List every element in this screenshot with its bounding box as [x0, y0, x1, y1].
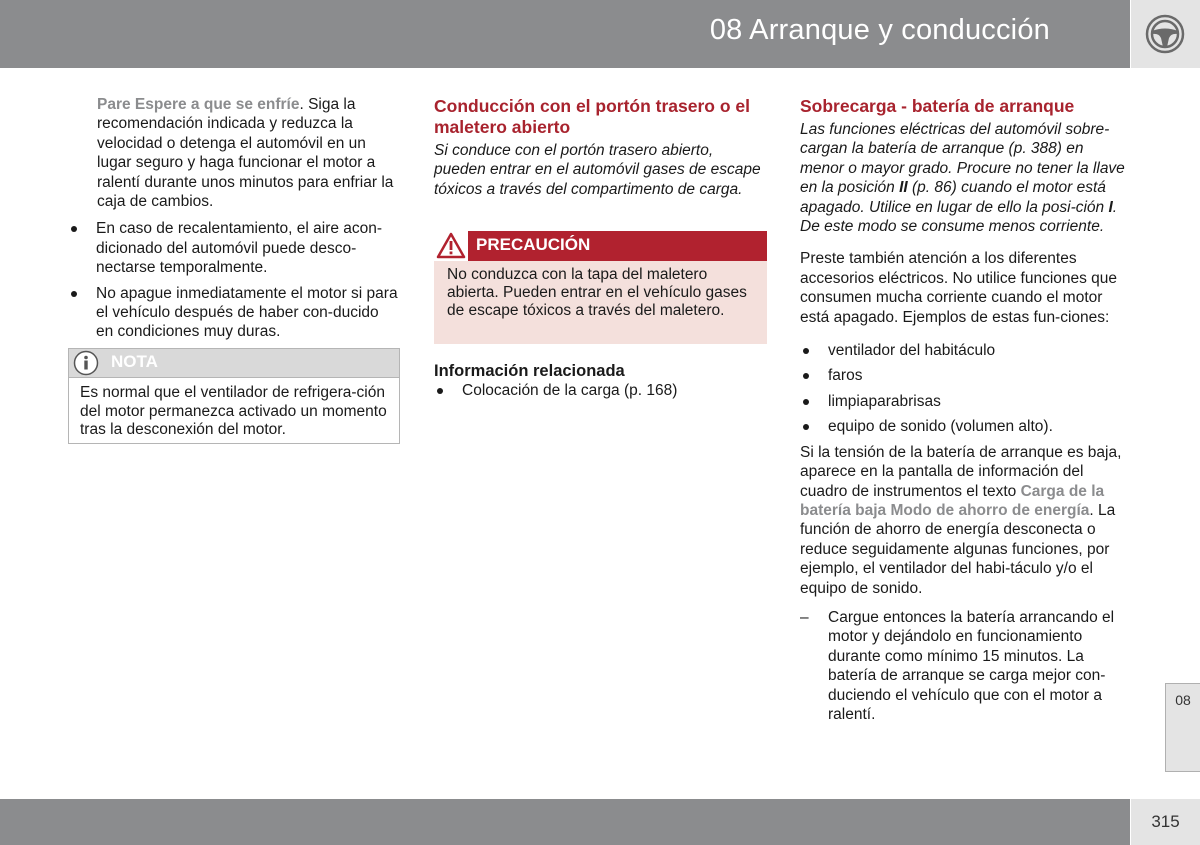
step-item: [800, 608, 1130, 724]
steering-wheel-icon: [1145, 14, 1185, 54]
bullet-dot: [71, 226, 77, 232]
list-item: [800, 341, 1130, 360]
info-icon: [73, 350, 99, 376]
left-column: [68, 95, 400, 348]
chapter-title: 08 Arranque y conducción: [709, 14, 1050, 46]
intro-text: . Siga la recomendación indicada y reduzca la velocidad o detenga el automóvil en un lugar seguro y haga funcionar el motor a ralentí durante unos minutos para enfriar la caja de cambios.: [97, 96, 394, 211]
list-item-text: ventilador del habitáculo: [828, 342, 996, 360]
list-item: [800, 417, 1130, 436]
bullet-dot: [71, 291, 77, 297]
bullet-dot: [803, 399, 809, 405]
key-position-i: I: [1108, 198, 1113, 216]
step-list: [800, 608, 1130, 724]
related-link[interactable]: [434, 381, 767, 400]
paragraph-text: . La función de ahorro de energía desconecta o reduce seguidamente algunas funciones, por ejemplo, el ventilador del habi-táculo y/o el equipo de sonido.: [800, 501, 1116, 597]
list-item-text: No apague inmediatamente el motor si para el vehículo después de haber con-ducido en condiciones muy duras.: [96, 284, 398, 341]
right-column: [800, 96, 1130, 724]
intro-text: . De este modo se consume menos corriente.: [800, 198, 1118, 236]
section-intro: [800, 120, 1130, 236]
bullet-dot: [437, 388, 443, 394]
key-position-ii: II: [899, 179, 908, 197]
paragraph-text: Si la tensión de la batería de arranque es baja, aparece en la pantalla de información del cuadro de instrumentos el texto: [800, 443, 1122, 500]
header-bar: [0, 0, 1130, 68]
message-text: Carga de la batería baja Modo de ahorro de energía: [800, 482, 1105, 519]
chapter-icon-box: [1131, 0, 1200, 68]
section-heading: Sobrecarga - batería de arranque: [800, 96, 1075, 116]
warning-box: [434, 231, 767, 344]
note-header: [69, 349, 399, 378]
related-info: [434, 361, 767, 400]
section-heading: Conducción con el portón trasero o el maletero abierto: [434, 96, 750, 137]
chapter-side-tab: 08: [1165, 683, 1200, 772]
warning-text: No conduzca con la tapa del maletero abierta. Pueden entrar en el vehículo gases de escape tóxicos a través del maletero.: [447, 266, 747, 319]
note-label: NOTA: [111, 352, 158, 371]
list-item: [800, 366, 1130, 385]
list-item: [68, 219, 400, 277]
paragraph: [800, 443, 1130, 598]
list-item-text: En caso de recalentamiento, el aire acon-dicionado del automóvil puede desco-nectarse temporalmente.: [96, 220, 383, 277]
note-box: [68, 348, 400, 444]
bullet-dot: [803, 424, 809, 430]
step-dash: –: [800, 608, 809, 626]
paragraph: Preste también atención a los diferentes accesorios eléctricos. No utilice funciones que consumen mucha corriente cuando el motor está apagado. Ejemplos de estas fun-ciones:: [800, 250, 1118, 326]
section-intro: Si conduce con el portón trasero abierto, pueden entrar en el automóvil gases de escape tóxicos a través del compartimento de carga.: [434, 142, 761, 198]
warning-label: PRECAUCIÓN: [476, 235, 591, 254]
bullet-dot: [803, 348, 809, 354]
right-bullet-list: [800, 341, 1130, 437]
related-heading: Información relacionada: [434, 362, 625, 380]
warning-triangle-icon: [436, 232, 466, 260]
intro-paragraph: [68, 95, 400, 211]
intro-text: (p. 86) cuando el motor está apagado. Utilice en lugar de ello la posi-ción: [800, 179, 1109, 216]
intro-text: Las funciones eléctricas del automóvil sobre-cargan la batería de arranque (p. 388) en menor o mayor grado. Procure no tener la llave en la posición: [800, 121, 1125, 197]
step-text: Cargue entonces la batería arrancando el motor y dejándolo en funcionamiento durante como mínimo 15 minutos. La batería de arranque se carga mejor con-duciendo el vehículo que con el motor a ralentí.: [828, 608, 1115, 723]
list-item: [800, 392, 1130, 411]
bullet-dot: [803, 373, 809, 379]
message-text: Pare Espere a que se enfríe: [97, 96, 300, 113]
list-item-text: faros: [828, 367, 863, 385]
middle-column: [434, 96, 767, 209]
note-text: Es normal que el ventilador de refrigera-ción del motor permanezca activado un momento tras la desconexión del motor.: [80, 384, 387, 438]
list-item: [68, 284, 400, 342]
footer-bar: [0, 799, 1130, 845]
left-bullet-list: [68, 219, 400, 341]
related-list: [434, 381, 767, 400]
warning-header: [434, 231, 767, 261]
list-item-text: equipo de sonido (volumen alto).: [828, 418, 1053, 436]
page-number: 315: [1131, 799, 1200, 845]
related-link-text[interactable]: Colocación de la carga (p. 168): [462, 382, 678, 399]
list-item-text: limpiaparabrisas: [828, 392, 941, 410]
